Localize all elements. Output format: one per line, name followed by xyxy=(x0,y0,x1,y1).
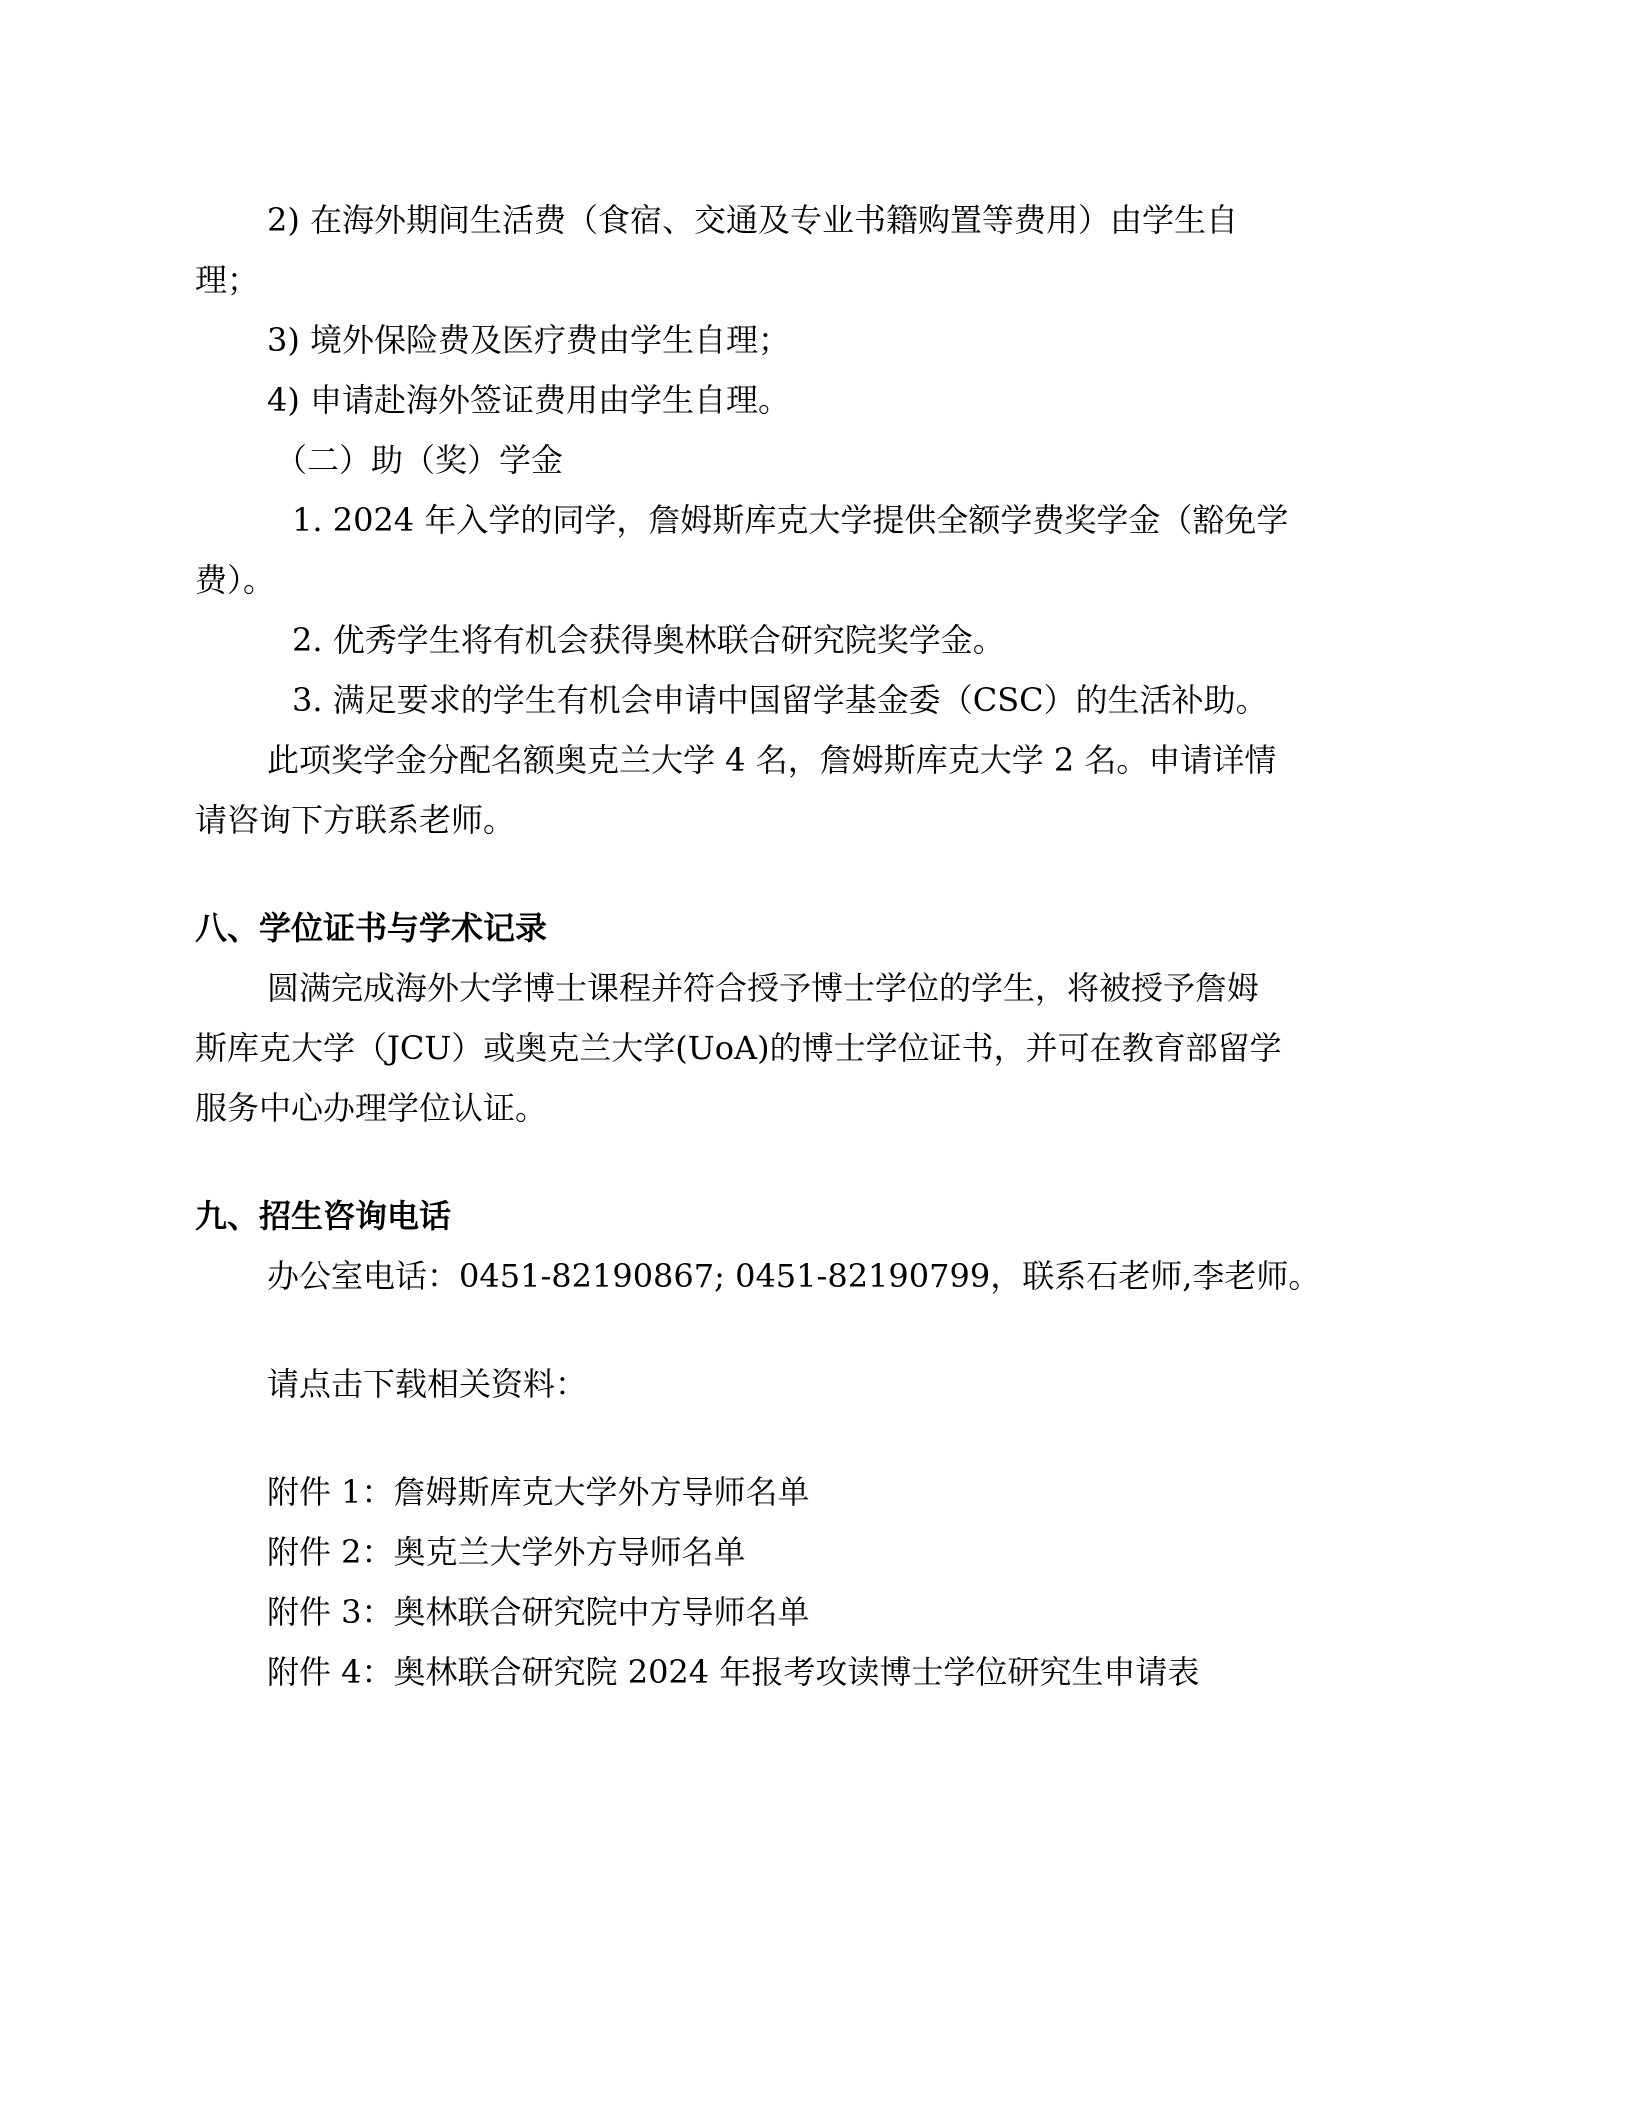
section-spacer xyxy=(195,1306,1435,1354)
scholarship-point-1-cont: 费）。 xyxy=(195,561,276,599)
scholarship-point-2: 2. 优秀学生将有机会获得奥林联合研究院奖学金。 xyxy=(292,621,1005,659)
degree-body-line-3: 服务中心办理学位认证。 xyxy=(195,1089,548,1127)
document-page xyxy=(195,190,1435,1702)
degree-body-line-1: 圆满完成海外大学博士课程并符合授予博士学位的学生，将被授予詹姆 xyxy=(267,969,1260,1007)
attachment-3-link[interactable]: 附件 3：奥林联合研究院中方导师名单 xyxy=(267,1593,810,1631)
attachment-4-link[interactable]: 附件 4：奥林联合研究院 2024 年报考攻读博士学位研究生申请表 xyxy=(267,1653,1200,1691)
degree-body-line-2: 斯库克大学（JCU）或奥克兰大学(UoA)的博士学位证书，并可在教育部留学 xyxy=(195,1029,1282,1067)
contact-heading: 九、招生咨询电话 xyxy=(195,1197,452,1235)
scholarship-point-1: 1. 2024 年入学的同学，詹姆斯库克大学提供全额学费奖学金（豁免学 xyxy=(292,501,1289,539)
scholarship-point-3: 3. 满足要求的学生有机会申请中国留学基金委（CSC）的生活补助。 xyxy=(292,681,1268,719)
section-spacer xyxy=(195,850,1435,898)
section-spacer xyxy=(195,1414,1435,1462)
attachment-2-link[interactable]: 附件 2：奥克兰大学外方导师名单 xyxy=(267,1533,746,1571)
scholarship-quota: 此项奖学金分配名额奥克兰大学 4 名，詹姆斯库克大学 2 名。申请详情 xyxy=(267,741,1277,779)
funding-item-2-cont: 理； xyxy=(195,261,260,299)
funding-item-4: 4) 申请赴海外签证费用由学生自理。 xyxy=(267,381,791,419)
download-prompt: 请点击下载相关资料： xyxy=(267,1365,588,1403)
attachment-1-link[interactable]: 附件 1：詹姆斯库克大学外方导师名单 xyxy=(267,1473,810,1511)
scholarship-quota-cont: 请咨询下方联系老师。 xyxy=(195,801,516,839)
degree-heading: 八、学位证书与学术记录 xyxy=(195,909,548,947)
section-spacer xyxy=(195,1138,1435,1186)
contact-office-phone: 办公室电话：0451-82190867; 0451-82190799，联系石老师,李老师。 xyxy=(267,1257,1321,1295)
funding-item-2: 2) 在海外期间生活费（食宿、交通及专业书籍购置等费用）由学生自 xyxy=(267,201,1239,239)
scholarship-subheading: （二）助（奖）学金 xyxy=(275,441,564,479)
funding-item-3: 3) 境外保险费及医疗费由学生自理； xyxy=(267,321,791,359)
